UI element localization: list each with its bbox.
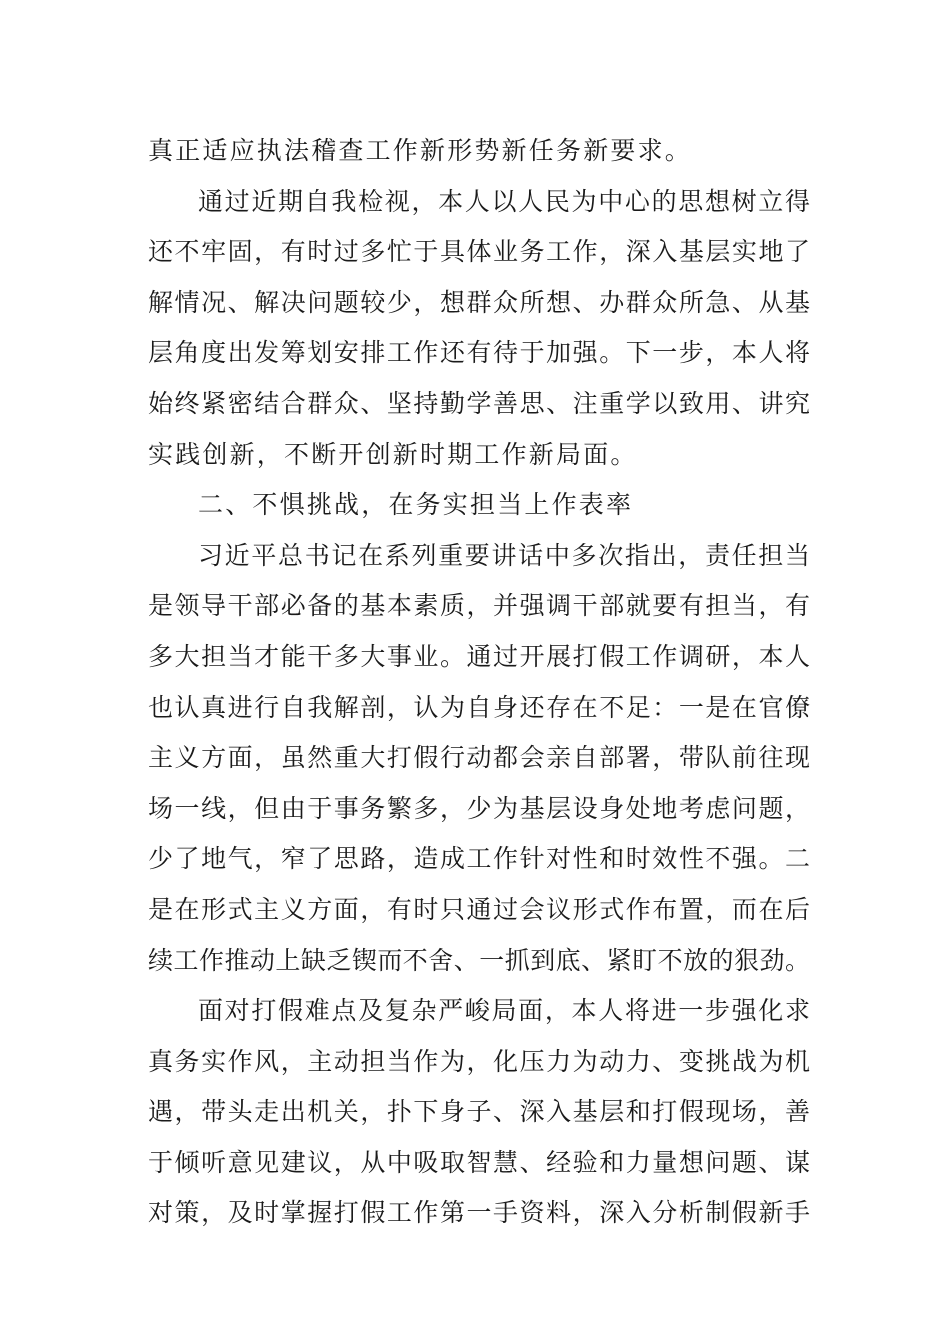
text-line: 少了地气，窄了思路，造成工作针对性和时效性不强。二 (148, 844, 810, 874)
text-line: 主义方面，虽然重大打假行动都会亲自部署，带队前往现 (148, 743, 810, 773)
text-line: 是在形式主义方面，有时只通过会议形式作布置，而在后 (148, 894, 810, 924)
text-line: 层角度出发筹划安排工作还有待于加强。下一步，本人将 (148, 338, 810, 368)
text-line: 续工作推动上缺乏锲而不舍、一抓到底、紧盯不放的狠劲。 (148, 945, 810, 975)
text-line: 于倾听意见建议，从中吸取智慧、经验和力量想问题、谋 (148, 1147, 810, 1177)
text-line: 解情况、解决问题较少，想群众所想、办群众所急、从基 (148, 287, 810, 317)
text-line: 习近平总书记在系列重要讲话中多次指出，责任担当 (198, 540, 810, 570)
text-line: 遇，带头走出机关，扑下身子、深入基层和打假现场，善 (148, 1097, 810, 1127)
text-line: 真正适应执法稽查工作新形势新任务新要求。 (148, 136, 693, 165)
text-line: 多大担当才能干多大事业。通过开展打假工作调研，本人 (148, 641, 810, 671)
text-line: 真务实作风，主动担当作为，化压力为动力、变挑战为机 (148, 1046, 810, 1076)
text-line: 二、不惧挑战，在务实担当上作表率 (198, 490, 634, 520)
text-line: 也认真进行自我解剖，认为自身还存在不足：一是在官僚 (148, 692, 810, 722)
text-line: 始终紧密结合群众、坚持勤学善思、注重学以致用、讲究 (148, 388, 810, 418)
text-line: 面对打假难点及复杂严峻局面，本人将进一步强化求 (198, 996, 810, 1026)
text-line: 对策，及时掌握打假工作第一手资料，深入分析制假新手 (148, 1198, 810, 1228)
document-body (148, 126, 810, 1239)
text-line: 场一线，但由于事务繁多，少为基层设身处地考虑问题， (148, 793, 810, 823)
text-line: 是领导干部必备的基本素质，并强调干部就要有担当，有 (148, 591, 810, 621)
text-line: 还不牢固，有时过多忙于具体业务工作，深入基层实地了 (148, 237, 810, 267)
text-line: 实践创新，不断开创新时期工作新局面。 (148, 439, 638, 469)
text-line: 通过近期自我检视，本人以人民为中心的思想树立得 (198, 186, 810, 216)
